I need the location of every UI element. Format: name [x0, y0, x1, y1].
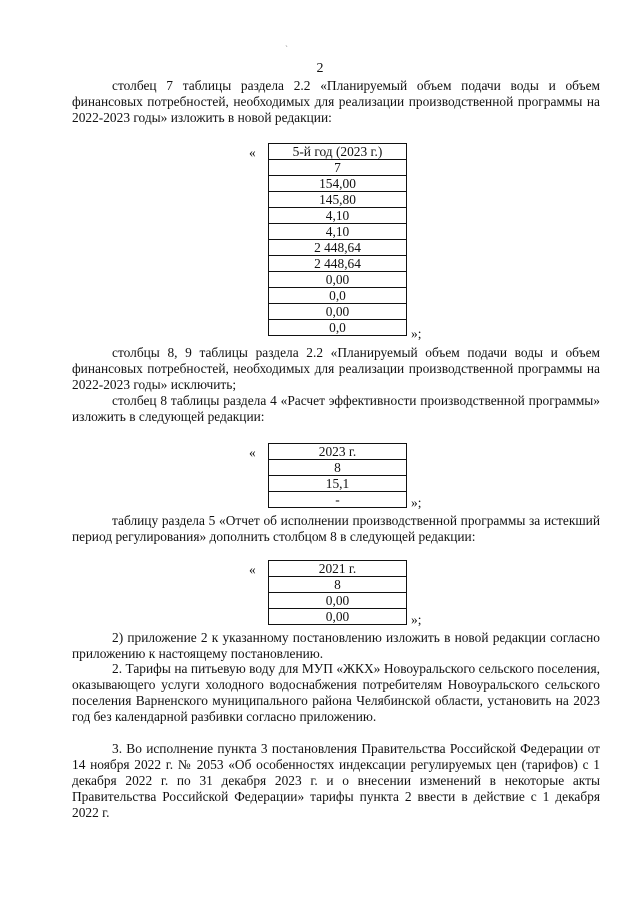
paragraph-section5: таблицу раздела 5 «Отчет об исполнении производственной программы за истекший период регулирования» дополнить столбцом 8 в следующей редакции:	[72, 513, 600, 544]
table3-open-quote: «	[249, 562, 256, 577]
table-row	[269, 160, 407, 176]
table-row	[269, 593, 407, 609]
table-cell: 4,10	[269, 224, 407, 240]
table-cell: 0,00	[269, 593, 407, 609]
paragraph-appendix2: 2) приложение 2 к указанному постановлению изложить в новой редакции согласно приложению к настоящему постановлению.	[72, 630, 600, 661]
table-row	[269, 192, 407, 208]
table-cell: 7	[269, 160, 407, 176]
paragraph-columns-8-9: столбцы 8, 9 таблицы раздела 2.2 «Планируемый объем подачи воды и объем финансовых потребностей, необходимых для реализации производственной программы на 2022-2023 годы» исключить;	[72, 345, 600, 392]
table-cell: -	[269, 492, 407, 508]
table-row	[269, 304, 407, 320]
table-column7	[268, 143, 407, 336]
table-cell: 15,1	[269, 476, 407, 492]
table-cell: 0,00	[269, 272, 407, 288]
table2-open-quote: «	[249, 445, 256, 460]
table-row	[269, 476, 407, 492]
table-cell: 0,0	[269, 288, 407, 304]
table-row	[269, 176, 407, 192]
table1-close-quote: »;	[411, 326, 422, 341]
table-report	[268, 560, 407, 625]
table-row	[269, 208, 407, 224]
table-efficiency	[268, 443, 407, 508]
table-row	[269, 320, 407, 336]
table-row	[269, 609, 407, 625]
table-row	[269, 272, 407, 288]
paragraph-government-decree: 3. Во исполнение пункта 3 постановления Правительства Российской Федерации от 14 ноября 2022 г. № 2053 «Об особенностях индексации регулируемых цен (тарифов) с 1 декабря 2022 г. по 31 декабря 2023 г. и о внесении изменений в некоторые акты Правительства Российской Федерации» тарифы пункта 2 ввести в действие с 1 декабря 2022 г.	[72, 741, 600, 820]
table-cell: 0,00	[269, 304, 407, 320]
table-cell: 4,10	[269, 208, 407, 224]
table-row	[269, 492, 407, 508]
table-cell: 0,00	[269, 609, 407, 625]
paragraph-column7: столбец 7 таблицы раздела 2.2 «Планируемый объем подачи воды и объем финансовых потребностей, необходимых для реализации производственной программы на 2022-2023 годы» изложить в новой редакции:	[72, 78, 600, 125]
table-cell: 154,00	[269, 176, 407, 192]
table-row	[269, 444, 407, 460]
table-cell: 2021 г.	[269, 561, 407, 577]
table-cell: 8	[269, 577, 407, 593]
table-cell: 5-й год (2023 г.)	[269, 144, 407, 160]
paragraph-section4: столбец 8 таблицы раздела 4 «Расчет эффективности производственной программы» изложить в следующей редакции:	[72, 393, 600, 424]
page-mark: `	[285, 44, 288, 54]
table-cell: 2023 г.	[269, 444, 407, 460]
table-cell: 145,80	[269, 192, 407, 208]
table-row	[269, 288, 407, 304]
table-row	[269, 256, 407, 272]
table-row	[269, 144, 407, 160]
table-row	[269, 561, 407, 577]
table-cell: 0,0	[269, 320, 407, 336]
table3-close-quote: »;	[411, 612, 422, 627]
table-row	[269, 224, 407, 240]
paragraph-tariffs: 2. Тарифы на питьевую воду для МУП «ЖКХ» Новоуральского сельского поселения, оказывающего услуги холодного водоснабжения потребителям Новоуральского сельского поселения Варненского муниципального района Челябинской области, установить на 2023 год без календарной разбивки согласно приложению.	[72, 661, 600, 724]
table-cell: 2 448,64	[269, 240, 407, 256]
table-row	[269, 577, 407, 593]
table-row	[269, 460, 407, 476]
table-cell: 8	[269, 460, 407, 476]
page-number: 2	[316, 61, 324, 76]
table2-close-quote: »;	[411, 495, 422, 510]
table-row	[269, 240, 407, 256]
table1-open-quote: «	[249, 145, 256, 160]
table-cell: 2 448,64	[269, 256, 407, 272]
